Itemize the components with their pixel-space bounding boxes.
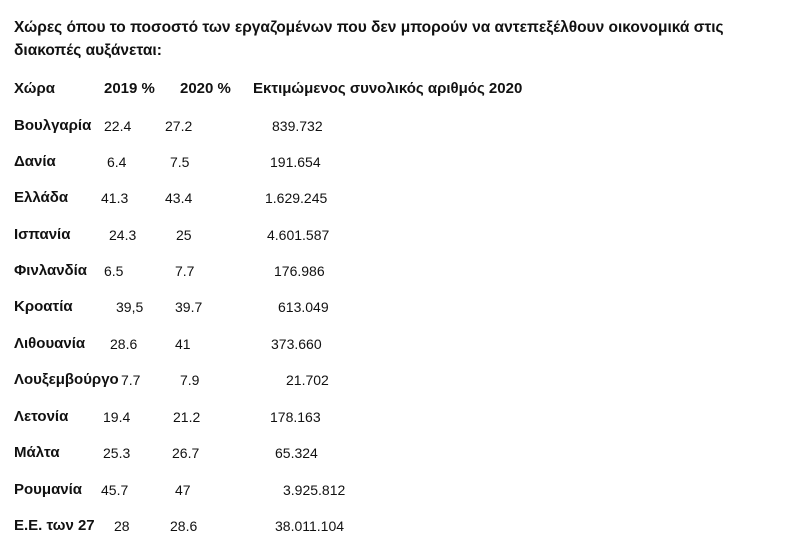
total-cell: 839.732 bbox=[272, 118, 323, 134]
value-2019-cell: 25.3 bbox=[103, 445, 131, 461]
total-cell: 3.925.812 bbox=[283, 482, 346, 498]
value-2019-cell: 28 bbox=[114, 518, 130, 534]
table-row bbox=[0, 445, 800, 467]
value-2019-cell: 22.4 bbox=[104, 118, 132, 134]
country-cell: Ε.Ε. των 27 bbox=[14, 517, 95, 534]
country-cell: Ισπανία bbox=[14, 226, 71, 243]
value-2020-cell: 7.9 bbox=[180, 372, 200, 388]
country-cell: Λουξεμβούργο bbox=[14, 371, 119, 388]
header-2019: 2019 % bbox=[104, 80, 155, 97]
table-row bbox=[0, 372, 800, 394]
table-row bbox=[0, 299, 800, 321]
country-cell: Ρουμανία bbox=[14, 481, 83, 498]
table-row bbox=[0, 263, 800, 285]
country-cell: Ελλάδα bbox=[14, 189, 69, 206]
value-2019-cell: 6.5 bbox=[104, 263, 124, 279]
value-2020-cell: 47 bbox=[175, 482, 191, 498]
total-cell: 38.011.104 bbox=[275, 518, 345, 534]
value-2020-cell: 43.4 bbox=[165, 190, 193, 206]
value-2020-cell: 26.7 bbox=[172, 445, 200, 461]
header-country: Χώρα bbox=[14, 80, 55, 97]
table-row bbox=[0, 154, 800, 176]
value-2020-cell: 25 bbox=[176, 227, 192, 243]
total-cell: 176.986 bbox=[274, 263, 325, 279]
country-cell: Μάλτα bbox=[14, 444, 60, 461]
value-2020-cell: 7.5 bbox=[170, 154, 190, 170]
country-cell: Κροατία bbox=[14, 298, 73, 315]
value-2020-cell: 7.7 bbox=[175, 263, 195, 279]
total-cell: 1.629.245 bbox=[265, 190, 328, 206]
value-2020-cell: 27.2 bbox=[165, 118, 193, 134]
value-2019-cell: 45.7 bbox=[101, 482, 129, 498]
table-row bbox=[0, 518, 800, 540]
value-2019-cell: 19.4 bbox=[103, 409, 131, 425]
table-row bbox=[0, 409, 800, 431]
value-2020-cell: 21.2 bbox=[173, 409, 201, 425]
table-row bbox=[0, 190, 800, 212]
value-2020-cell: 39.7 bbox=[175, 299, 203, 315]
value-2019-cell: 39,5 bbox=[116, 299, 144, 315]
country-cell: Δανία bbox=[14, 153, 56, 170]
value-2019-cell: 7.7 bbox=[121, 372, 141, 388]
table-row bbox=[0, 227, 800, 249]
total-cell: 613.049 bbox=[278, 299, 329, 315]
country-cell: Λιθουανία bbox=[14, 335, 86, 352]
value-2019-cell: 41.3 bbox=[101, 190, 129, 206]
country-cell: Φινλανδία bbox=[14, 262, 88, 279]
value-2019-cell: 24.3 bbox=[109, 227, 137, 243]
header-2020: 2020 % bbox=[180, 80, 231, 97]
value-2020-cell: 41 bbox=[175, 336, 191, 352]
table-row bbox=[0, 336, 800, 358]
value-2019-cell: 28.6 bbox=[110, 336, 138, 352]
total-cell: 4.601.587 bbox=[267, 227, 330, 243]
value-2019-cell: 6.4 bbox=[107, 154, 127, 170]
table-row bbox=[0, 482, 800, 504]
total-cell: 21.702 bbox=[286, 372, 329, 388]
total-cell: 191.654 bbox=[270, 154, 321, 170]
total-cell: 178.163 bbox=[270, 409, 321, 425]
table-row bbox=[0, 118, 800, 140]
value-2020-cell: 28.6 bbox=[170, 518, 198, 534]
country-cell: Λετονία bbox=[14, 408, 69, 425]
total-cell: 65.324 bbox=[275, 445, 318, 461]
page-title: Χώρες όπου το ποσοστό των εργαζομένων που δεν μπορούν να αντεπεξέλθουν οικονομικά στις διακοπές αυξάνεται: bbox=[14, 19, 724, 59]
header-total: Εκτιμώμενος συνολικός αριθμός 2020 bbox=[253, 80, 523, 97]
total-cell: 373.660 bbox=[271, 336, 322, 352]
country-cell: Βουλγαρία bbox=[14, 117, 92, 134]
